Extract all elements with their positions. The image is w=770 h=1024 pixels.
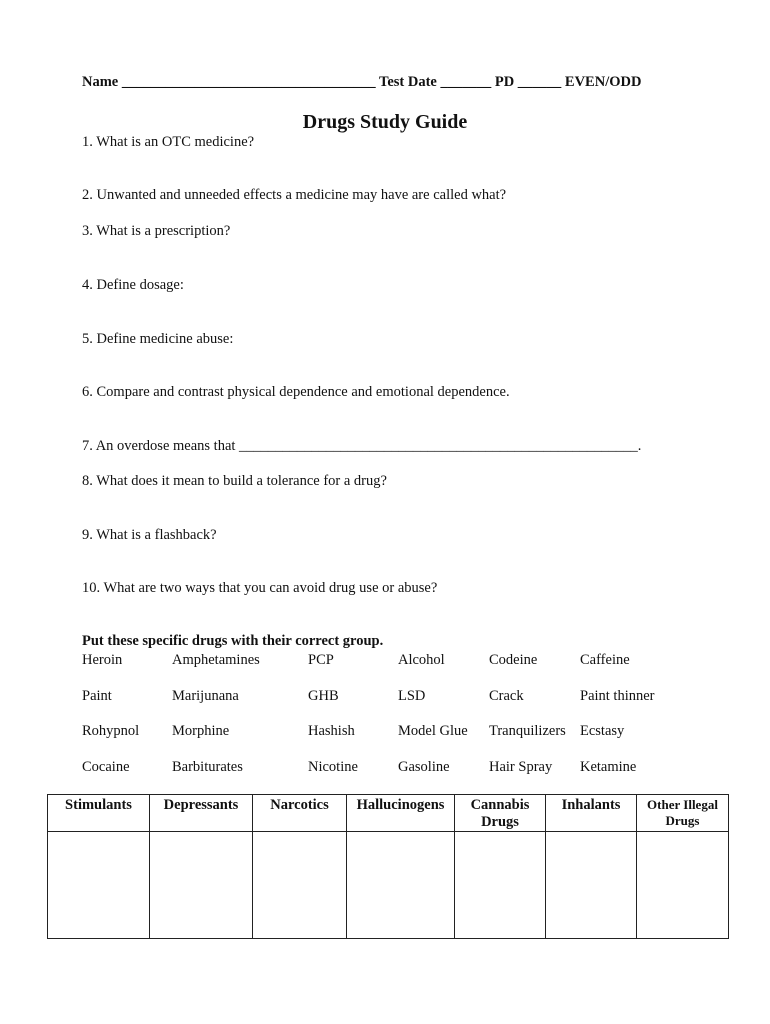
drug-item: Tranquilizers bbox=[489, 723, 566, 739]
drug-item: Rohypnol bbox=[82, 723, 140, 739]
table-header-row bbox=[48, 795, 729, 832]
header-stimulants: Stimulants bbox=[48, 795, 150, 832]
question-8: 8. What does it mean to build a tolerance for a drug? bbox=[82, 473, 387, 489]
drug-item: Cocaine bbox=[82, 759, 130, 775]
answer-cell-depressants[interactable] bbox=[150, 832, 253, 939]
drug-item: Hair Spray bbox=[489, 759, 553, 775]
drug-item: Gasoline bbox=[398, 759, 450, 775]
drug-item: PCP bbox=[308, 652, 334, 668]
question-1: 1. What is an OTC medicine? bbox=[82, 134, 255, 150]
drug-item: Caffeine bbox=[580, 652, 630, 668]
drug-item: Paint bbox=[82, 688, 112, 704]
header-line: Name ___________________________________ Test Date _______ PD ______ EVEN/ODD bbox=[82, 74, 642, 90]
answer-cell-narcotics[interactable] bbox=[253, 832, 347, 939]
answer-cell-stimulants[interactable] bbox=[48, 832, 150, 939]
question-5: 5. Define medicine abuse: bbox=[82, 331, 234, 347]
drug-item: Alcohol bbox=[398, 652, 445, 668]
header-other-illegal-drugs: Other Illegal Drugs bbox=[637, 795, 729, 832]
drug-item: Hashish bbox=[308, 723, 355, 739]
drug-item: Ketamine bbox=[580, 759, 637, 775]
drug-item: Paint thinner bbox=[580, 688, 655, 704]
drug-item: Ecstasy bbox=[580, 723, 625, 739]
question-9: 9. What is a flashback? bbox=[82, 527, 217, 543]
question-2: 2. Unwanted and unneeded effects a medicine may have are called what? bbox=[82, 187, 507, 203]
answer-cell-hallucinogens[interactable] bbox=[347, 832, 455, 939]
answer-cell-other-illegal-drugs[interactable] bbox=[637, 832, 729, 939]
drug-item: Barbiturates bbox=[172, 759, 243, 775]
drug-item: Heroin bbox=[82, 652, 123, 668]
header-narcotics: Narcotics bbox=[253, 795, 347, 832]
drug-item: GHB bbox=[308, 688, 339, 704]
drug-item: Crack bbox=[489, 688, 524, 704]
page-title: Drugs Study Guide bbox=[302, 111, 468, 133]
drug-groups-table bbox=[47, 794, 729, 939]
drug-item: LSD bbox=[398, 688, 426, 704]
answer-cell-cannabis-drugs[interactable] bbox=[455, 832, 546, 939]
table-answer-row bbox=[48, 832, 729, 939]
question-7: 7. An overdose means that _______________________________________________________. bbox=[82, 438, 642, 454]
header-depressants: Depressants bbox=[150, 795, 253, 832]
question-4: 4. Define dosage: bbox=[82, 277, 184, 293]
drug-item: Amphetamines bbox=[172, 652, 260, 668]
drug-item: Codeine bbox=[489, 652, 538, 668]
instruction: Put these specific drugs with their correct group. bbox=[82, 633, 384, 649]
drug-item: Nicotine bbox=[308, 759, 358, 775]
drug-item: Morphine bbox=[172, 723, 230, 739]
question-10: 10. What are two ways that you can avoid drug use or abuse? bbox=[82, 580, 438, 596]
answer-cell-inhalants[interactable] bbox=[546, 832, 637, 939]
drug-item: Marijunana bbox=[172, 688, 239, 704]
header-cannabis-drugs: Cannabis Drugs bbox=[455, 795, 546, 832]
question-6: 6. Compare and contrast physical dependence and emotional dependence. bbox=[82, 384, 510, 400]
header-hallucinogens: Hallucinogens bbox=[347, 795, 455, 832]
question-3: 3. What is a prescription? bbox=[82, 223, 231, 239]
drug-item: Model Glue bbox=[398, 723, 468, 739]
header-inhalants: Inhalants bbox=[546, 795, 637, 832]
